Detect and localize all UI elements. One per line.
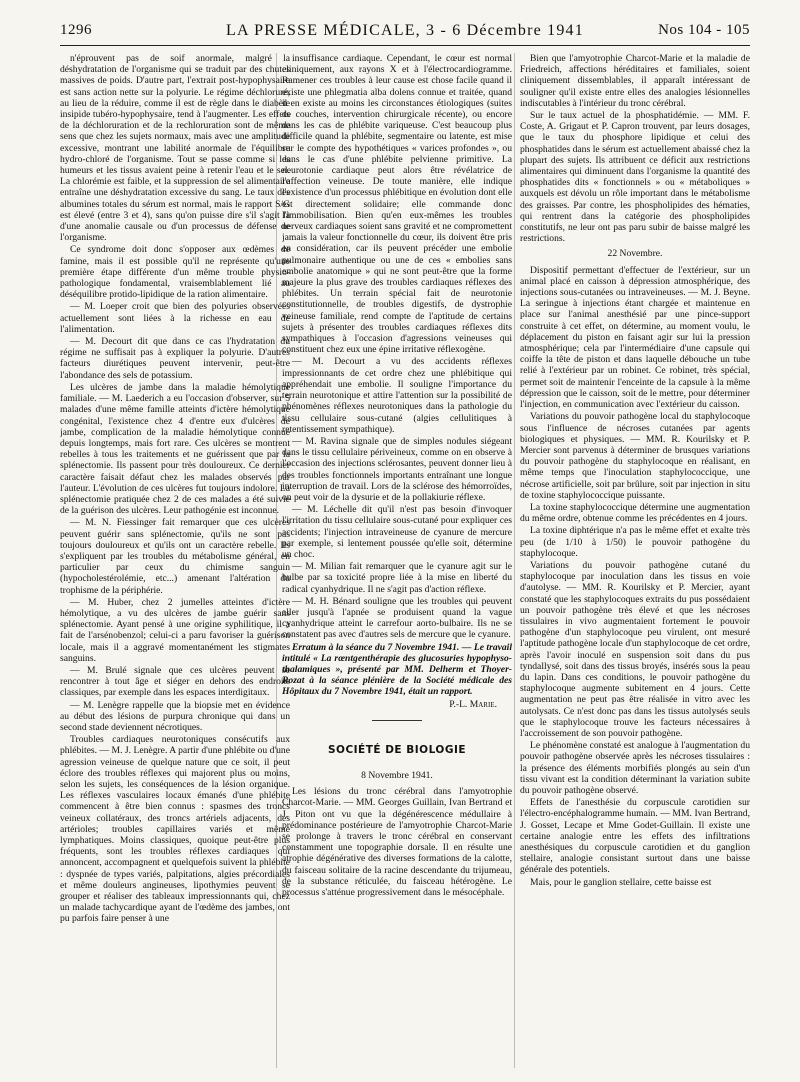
paragraph: La toxine staphylococcique détermine une augmentation du même ordre, obtenue comme les précédentes en 4 jours. — [520, 501, 750, 525]
paragraph: — M. Decourt dit que dans ce cas l'hydratation du régime ne suffisait pas à expliquer la polyurie. D'autres facteurs diurétiques peuvent intervenir, peut-être l'abondance des sels de potassium. — [60, 336, 290, 381]
paragraph: Ce syndrome doit donc s'opposer aux œdèmes de famine, mais il est possible qu'il ne représente qu'une première étape différente d'un même trouble physio-pathologique fondamental, vraisemblablement lié au déséquilibre protido-lipidique de la ration alimentaire. — [60, 244, 290, 301]
column-1 — [60, 53, 290, 1068]
paragraph: Bien que l'amyotrophie Charcot-Marie et la maladie de Friedreich, affections héréditaires et familiales, soient cliniquement dissemblables, il apparaît intéressant de souligner qu'il existe entre elles des analogies lésionnelles indiscutables à l'intérieur du tronc cérébral. — [520, 53, 750, 109]
column-separator — [514, 53, 515, 1068]
session-date: 8 Novembre 1941. — [361, 769, 433, 781]
erratum: Erratum à la séance du 7 Novembre 1941. — Le travail intitulé « La rœntgenthérapie des glucosuries hypophyso-thalamiques », présenté par MM. Delherm et Thoyer-Rozat à la séance plénière de la Société médicale des Hôpitaux du 7 Novembre 1941, était un rapport. — [282, 641, 512, 698]
article-paragraph: Variations du pouvoir pathogène local du staphylocoque sous l'influence de nécroses cutanées par agents biologiques et physiques. — MM. R. Kourilsky et P. Mercier sont parvenus à déterminer de brusques variations du pouvoir pathogène du staphylocoque en réalisant, en même temps que l'inoculation staphylococcique, une nécrose artificielle, soit par brûlure, soit par injection in situ de toxine staphylococcique puissante. — [520, 411, 750, 501]
column-2 — [282, 53, 512, 1068]
session-date: 22 Novembre. — [607, 248, 663, 260]
paragraph: — M. Huber, chez 2 jumelles atteintes d'ictère hémolytique, a vu des ulcères de jambe guérir sans splénectomie. Ayant pensé à une origine syphilitique, il a fait de l'arsénobenzol; celui-ci a paru favoriser la guérison locale, mais il a aggravé momentanément les stigmates sanguins. — [60, 596, 290, 664]
paragraph: Le phénomène constaté est analogue à l'augmentation du pouvoir pathogène observée après les nécroses tissulaires : la présence des éléments morbifiés plongés au sein d'un tissu vivant est la condition déterminant la variation subite du pouvoir pathogène observé. — [520, 740, 750, 796]
signature: P.-L. Marie. — [449, 698, 497, 710]
article-paragraph: Dispositif permettant d'effectuer de l'extérieur, sur un animal placé en caisson à dépression atmosphérique, des injections sous-cutanées ou intraveineuses. — M. J. Beyne. La seringue à injections étant chargée et maintenue en place sur l'animal anesthésié par une pince-support construite à cet effet, on détermine, au moment voulu, le déplacement du piston en faisant agir sur lui la pression atmosphérique; cela par l'intermédiaire d'une capsule qui coiffe la tête de piston et dans laquelle débouche un tube relié à l'extérieur par un robinet. Ce robinet, très spécial, permet soit de maintenir l'enceinte de la capsule à la même dépression que le caisson, soit de le mettre, pour déterminer l'injection, en communication avec l'extérieur du caisson. — [520, 264, 750, 411]
article-paragraph: Variations du pouvoir pathogène cutané du staphylocoque par inoculation dans les tissus en voie d'autolyse. — MM. R. Kourilsky et P. Mercier, ayant constaté que les staphylocoques extraits du pus possédaient un pouvoir pathogène très élevé et que les nécroses tissulaires in vivo augmentaient fortement le pouvoir pathogène d'un staphylocoque peu virulent, ont mesuré l'aptitude pathogène locale d'un staphylocoque de cet ordre, après l'avoir inoculé en suspension soit dans du pus tyndallysé, soit dans des tissus broyés, insérés sous la peau du lapin. Dans ces conditions, le pouvoir pathogène du staphylocoque augmente subitement en 4 jours. Cette augmentation ne peut pas être réalisée in vitro avec les autolysats. Ce n'est donc pas dans les tissus autolysés seuls que le staphylocoque trouve les facteurs nécessaires à l'accroissement de son pouvoir pathogène. — [520, 559, 750, 739]
article-paragraph: Les lésions du tronc cérébral dans l'amyotrophie Charcot-Marie. — MM. Georges Guillain, Ivan Bertrand et J. Piton ont vu que la dégénérescence médullaire à prédominance postérieure de l'amyotrophie Charcot-Marie se prolonge à travers le tronc cérébral en conservant constamment une topographie dorsale. Il en résulte une atrophie dégénérative des diverses formations de la calotte, du faisceau solitaire de la racine descendante du trijumeau, de la substance réticulée, du faisceau hétérogène. Le processus s'atténue progressivement dans le mésocéphale. — [282, 786, 512, 899]
paragraph: La toxine diphtérique n'a pas le même effet et exalte très peu (de 1/10 à 1/50) le pouvoir pathogène du staphylocoque. — [520, 525, 750, 559]
paragraph: — M. Loeper croit que bien des polyuries observées actuellement sont liées à la richesse en eau de l'alimentation. — [60, 301, 290, 335]
article-paragraph: Les ulcères de jambe dans la maladie hémolytique familiale. — M. Laederich a eu l'occasion d'observer, sur 5 malades d'une même famille atteints d'ictère hémolytique congénital, l'existence chez 4 d'entre eux d'ulcères de jambe, complication de la maladie hémolytique connue depuis longtemps, mais fort rare. Ces ulcères se montrent rebelles à tous les traitements et ne guérissent que par la splénectomie. Ils passent pour très douloureux. Ce dernier caractère faisait défaut chez les malades observés par l'auteur. L'évolution de ces ulcères fut toujours indolore. La splénectomie pratiquée chez 2 de ces malades a été suivie de la guérison des ulcères. Leur pathogénie est inconnue. — [60, 381, 290, 517]
section-title: SOCIÉTÉ DE BIOLOGIE — [327, 743, 467, 756]
article-paragraph: Troubles cardiaques neurotoniques consécutifs aux phlébites. — M. J. Lenègre. A partir d'une phlébite ou d'une agression veineuse de quelque nature que ce soit, il peut éclore des troubles réflexes qui majorent plus ou moins, selon les sujets, les conséquences de la lésion organique. Les réflexes vasculaires locaux émanés d'une phlébite commencent à être bien connus : spasmes des troncs veineux collatéraux, des troncs artériels adjacents, des artérioles; troubles capillaires variés et même lymphatiques. Moins classiques, quoique peut-être plus fréquents, sont les troubles réflexes cardiaques qui annoncent, accompagnent et quelquefois suivent la phlébite : dyspnée de types variés, palpitations, algies précordiales et même douleurs angineuses, lipothymies peuvent se grouper et réaliser des tableaux impressionnants qui, chez un malade tachycardique ayant de l'œdème des jambes, ont pu parfois faire penser à une — [60, 734, 290, 925]
paragraph: — M. Decourt a vu des accidents réflexes impressionnants de cet ordre chez une phlébitique qui appréhendait une embolie. Il souligne l'importance du terrain neurotonique et attire l'attention sur la possibilité de phénomènes réflexes neurotoniques dans la pathologie du tissu cellulaire sous-cutané (algies cellulitiques à retentissement sympathique). — [282, 356, 512, 435]
paragraph: — M. Ravina signale que de simples nodules siégeant dans le tissu cellulaire périveineux, comme on en observe à l'occasion des injections sclérosantes, peuvent donner lieu à des troubles fonctionnels importants entraînant une longue interruption de travail. Lors de la sclérose des hémorroïdes, on peut voir de la dysurie et de la pollakiurie réflexe. — [282, 435, 512, 503]
page-number: 1296 — [60, 22, 92, 38]
page-header — [60, 22, 750, 42]
header-rule — [60, 45, 750, 46]
divider — [372, 720, 422, 721]
paragraph: — M. H. Bénard souligne que les troubles qui peuvent aller jusqu'à l'apnée se produisent quand la vague cyanhydrique atteint le carrefour aorto-bulbaire. Ils ne se constatent pas avec d'autres sels de mercure que le cyanure. — [282, 595, 512, 641]
article-paragraph: Effets de l'anesthésie du corpuscule carotidien sur l'électro-encéphalogramme humain. — MM. Ivan Bertrand, J. Gosset, Lecape et Mme Godet-Guillain. Il existe une certaine analogie entre les effets des infiltrations anesthésiques du corpuscule carotidien et du ganglion stellaire, analogie consistant surtout dans une baisse générale des potentiels. — [520, 797, 750, 876]
paragraph: n'éprouvent pas de soif anormale, malgré la déshydratation de l'organisme qui se traduit par des chutes massives de poids. D'autre part, l'extrait post-hypophysaire est sans action nette sur la polyurie. Le régime déchloruré, au lieu de la réduire, comme il est de règle dans le diabète insipide tubéro-hypophysaire, tend à l'augmenter. Les effets de la déchloruration et de la rechloruration sont de même sens que chez les sujets normaux, mais avec une amplitude excessive, montrant une labilité anormale de l'équilibre hydro-chloré de l'organisme. Tout se passe comme si les humeurs et les tissus avaient peine à retenir l'eau et le sel. La chlorémie est faible, et la suppression de sel alimentaire entraîne une déshydratation excessive du sang. Le taux des albumines totales du sérum est normal, mais le rapport S/G est élevé (entre 3 et 4), sans qu'on puisse dire s'il s'agit là d'une anomalie causale ou d'un processus de défense de l'organisme. — [60, 53, 290, 244]
paragraph: — M. Brulé signale que ces ulcères peuvent se rencontrer à tout âge et siéger en dehors des endroits classiques, par exemple dans les espaces interdigitaux. — [60, 664, 290, 699]
paragraph: — M. Lenègre rappelle que la biopsie met en évidence au début des lésions de purpura chronique qui dans un second stade deviennent nécrotiques. — [60, 699, 290, 733]
paragraph: — M. N. Fiessinger fait remarquer que ces ulcères peuvent guérir sans splénectomie, qu'ils ne sont pas toujours douloureux et qu'ils ont un caractère rebelle. Ils s'expliquent par les troubles du métabolisme général, en particulier par ceux du chimisme sanguin (hypocholestérolémie, etc...) amenant l'altération du trophisme de la périphérie. — [60, 517, 290, 596]
journal-title: LA PRESSE MÉDICALE, 3 - 6 Décembre 1941 — [226, 22, 584, 39]
article-paragraph: Sur le taux actuel de la phosphatidémie. — MM. F. Coste, A. Grigaut et P. Capron trouvent, par leurs dosages, que le taux du phosphore lipidique et celui des phosphatides dans le sérum est actuellement abaissé chez la plupart des sujets. Ils attribuent ce déficit aux restrictions alimentaires qui diminuent dans l'organisme la quantité des phosphatides dits « fonctionnels » ou « métaboliques » auxquels est dévolu un rôle important dans le métabolisme des graisses. Par contre, les phospholipides des hématies, qui rentrent dans la catégorie des phospholipides constitutifs, ne leur ont pas paru subir de baisse malgré les restrictions. — [520, 110, 750, 245]
column-3 — [520, 53, 750, 1068]
issue-number: Nos 104 - 105 — [658, 22, 750, 38]
paragraph: insuffisance cardiaque. Cependant, le cœur est normal cliniquement, aux rayons X et à l'électrocardiogramme. Ramener ces troubles à leur cause est chose facile quand il existe une phlegmatia alba dolens connue et traitée, quand il en existe au moins les circonstances étiologiques (suites de couches, intervention chirurgicale récente), ou encore dans les cas de phlébite variqueuse. C'est beaucoup plus difficile quand la phlébite, segmentaire ou latente, est mise sur le compte des hypothétiques « varices profondes », ou dans le cas d'une phlébite pelvienne primitive. La neurotonie cardiaque peut alors être révélatrice de l'affection veineuse. De toute manière, elle indique l'existence d'un processus phlébitique en évolution dont elle est directement solidaire; elle commande donc l'immobilisation. Bien qu'en eux-mêmes les troubles nerveux cardiaques soient sans gravité et ne compromettent jamais la valeur fonctionnelle du cœur, ils doivent être pris en considération, car ils peuvent précéder une embolie pulmonaire authentique ou une de ces « embolies sans embolie anatomique » qui ne sont peut-être que la forme majeure la plus grave des troubles cardiaques réflexes des phlébites. Un terrain spécial fait de neurotonie constitutionnelle, de troubles digestifs, de dystrophie veineuse familiale, rend compte de l'aptitude de certains sujets à présenter des troubles cardiaques réflexes dits sympathiques à l'occasion d'agressions veineuses qui constituent chez eux une épine irritative réflexogène. — [282, 53, 512, 356]
paragraph: — M. Léchelle dit qu'il n'est pas besoin d'invoquer l'irritation du tissu cellulaire sous-cutané pour expliquer ces accidents; l'injection intraveineuse de cyanure de mercure par exemple, si lentement poussée qu'elle soit, détermine un choc. — [282, 504, 512, 560]
paragraph: — M. Milian fait remarquer que le cyanure agit sur le bulbe par sa toxicité propre liée à la mise en liberté du radical cyanhydrique. Il ne s'agit pas d'action réflexe. — [282, 561, 512, 595]
paragraph: Mais, pour le ganglion stellaire, cette baisse est — [530, 876, 712, 888]
